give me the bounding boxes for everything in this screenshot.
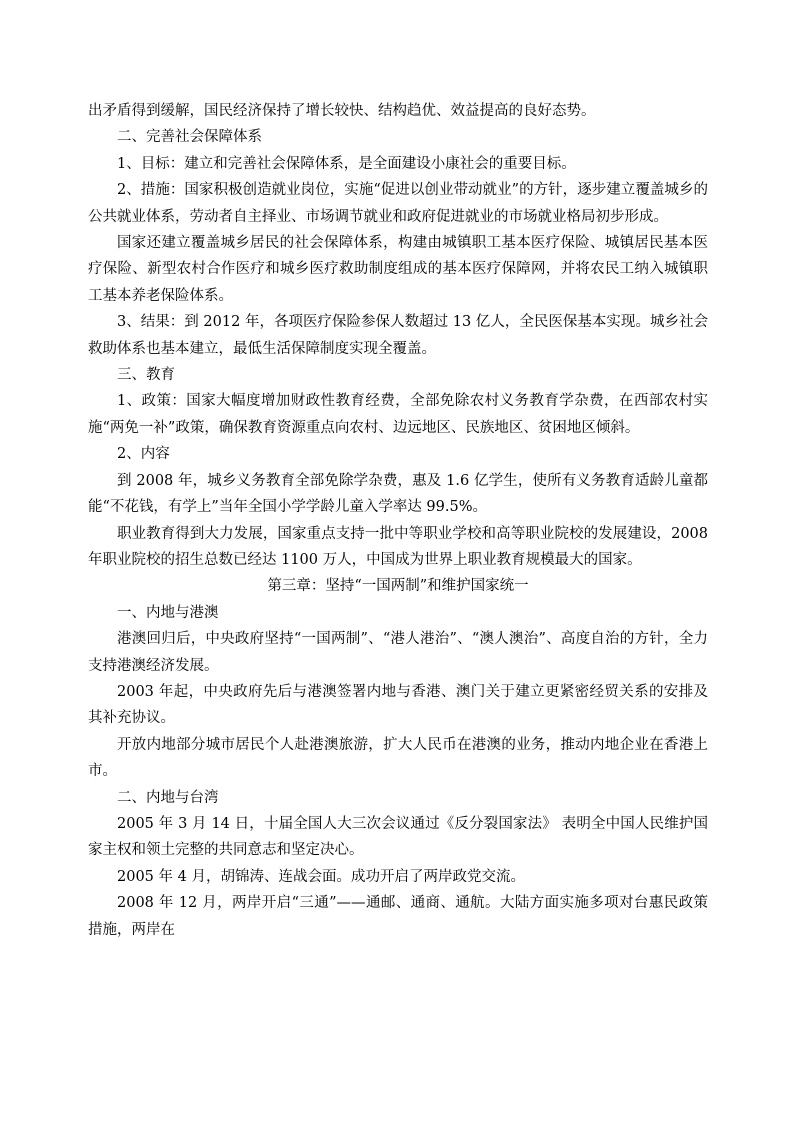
chapter-title: 第三章：坚持“一国两制”和维护国家统一 <box>267 578 529 595</box>
document-body <box>88 98 708 943</box>
paragraph-education-policy: 1、政策：国家大幅度增加财政性教育经费，全部免除农村义务教育学杂费，在西部农村实施“两免一补”政策，确保教育资源重点向农村、边远地区、民族地区、贫困地区倾斜。 <box>88 393 708 436</box>
paragraph-hu-lian-meeting: 2005 年 4 月，胡锦涛、连战会面。成功开启了两岸政党交流。 <box>117 868 525 885</box>
paragraph-goal: 1、目标：建立和完善社会保障体系，是全面建设小康社会的重要目标。 <box>117 155 576 172</box>
paragraph-vocational-education: 职业教育得到大力发展，国家重点支持一批中等职业学校和高等职业院校的发展建设，2008 年职业院校的招生总数已经达 1100 万人，中国成为世界上职业教育规模最大的国家。 <box>88 525 708 568</box>
paragraph-compulsory-education: 到 2008 年，城乡义务教育全部免除学杂费，惠及 1.6 亿学生，使所有义务教育适龄儿童都能“不花钱，有学上”当年全国小学学龄儿童入学率达 99.5%。 <box>88 472 708 516</box>
paragraph-anti-secession-law: 2005 年 3 月 14 日，十届全国人大三次会议通过《反分裂国家法》 表明全中国人民维护国家主权和领土完整的共同意志和坚定决心。 <box>88 815 708 859</box>
section-heading-taiwan: 二、内地与台湾 <box>117 789 219 806</box>
paragraph-three-links: 2008 年 12 月，两岸开启“三通”——通邮、通商、通航。大陆方面实施多项对台惠民政策措施，两岸在 <box>88 895 708 938</box>
paragraph-social-security-system: 国家还建立覆盖城乡居民的社会保障体系，构建由城镇职工基本医疗保险、城镇居民基本医疗保险、新型农村合作医疗和城乡医疗救助制度组成的基本医疗保障网，并将农民工纳入城镇职工基本养老保险体系。 <box>88 235 708 304</box>
section-heading-hk-macao: 一、内地与港澳 <box>117 604 219 621</box>
paragraph-tourism: 开放内地部分城市居民个人赴港澳旅游，扩大人民币在港澳的业务，推动内地企业在香港上市。 <box>88 736 708 780</box>
paragraph-hk-macao-policy: 港澳回归后，中央政府坚持“一国两制”、“港人港治”、“澳人澳治”、高度自治的方针，全力支持港澳经济发展。 <box>88 631 708 674</box>
paragraph-continuation: 出矛盾得到缓解，国民经济保持了增长较快、结构趋优、效益提高的良好态势。 <box>88 103 596 119</box>
subheading-content: 2、内容 <box>117 446 170 463</box>
paragraph-results: 3、结果：到 2012 年，各项医疗保险参保人数超过 13 亿人，全民医保基本实现。城乡社会救助体系也基本建立，最低生活保障制度实现全覆盖。 <box>88 314 708 357</box>
section-heading-social-security: 二、完善社会保障体系 <box>117 129 262 146</box>
paragraph-measures: 2、措施：国家积极创造就业岗位，实施“促进以创业带动就业”的方针，逐步建立覆盖城乡的公共就业体系，劳动者自主择业、市场调节就业和政府促进就业的市场就业格局初步形成。 <box>88 182 708 225</box>
section-heading-education: 三、教育 <box>117 367 175 384</box>
paragraph-cepa: 2003 年起，中央政府先后与港澳签署内地与香港、澳门关于建立更紧密经贸关系的安排及其补充协议。 <box>88 683 708 727</box>
